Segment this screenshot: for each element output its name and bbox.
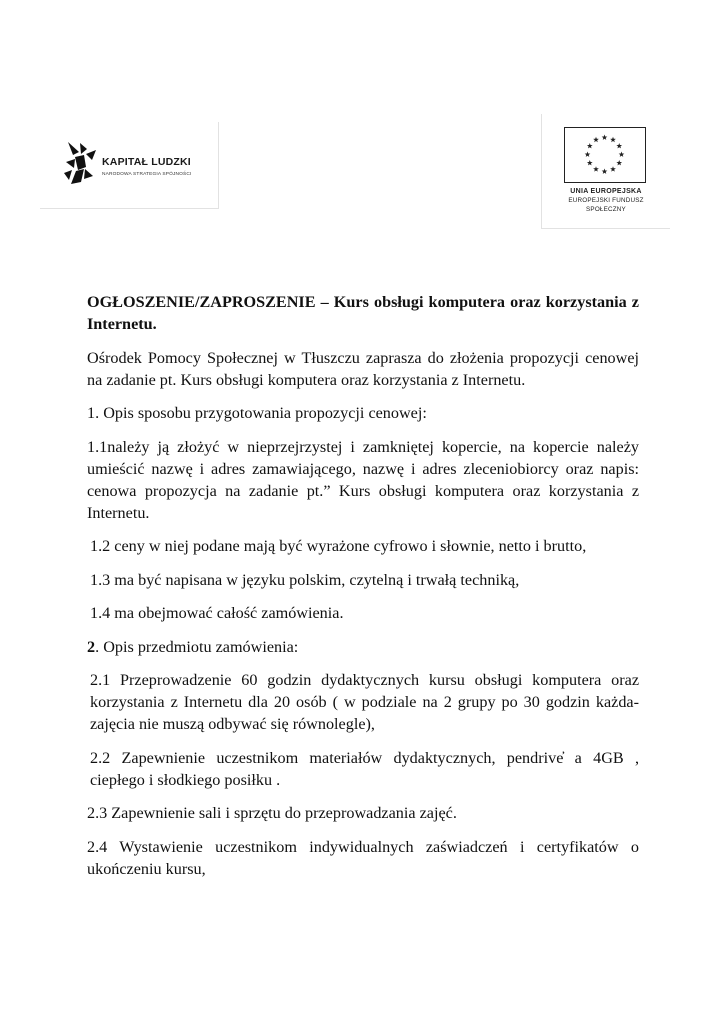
- eu-star-icon: [593, 137, 599, 142]
- kapital-ludzki-subtitle: NARODOWA STRATEGIA SPÓJNOŚCI: [102, 172, 192, 177]
- item-2-3: 2.3 Zapewnienie sali i sprzętu do przeprowadzania zajęć.: [87, 804, 457, 822]
- eu-star-icon: [593, 166, 599, 171]
- eu-star-icon: [619, 152, 625, 157]
- eu-star-icon: [616, 160, 622, 165]
- kapital-ludzki-emblem-icon: [62, 140, 100, 186]
- item-2-4: 2.4 Wystawienie uczestnikom indywidualnych zaświadczeń i certyfikatów o ukończeniu kursu,: [87, 837, 639, 878]
- kapital-ludzki-name: KAPITAŁ LUDZKI: [102, 156, 191, 168]
- section-1-heading: 1. Opis sposobu przygotowania propozycji cenowej:: [87, 404, 427, 422]
- section-2-number: 2: [87, 637, 96, 656]
- document-title: OGŁOSZENIE/ZAPROSZENIE – Kurs obsługi komputera oraz korzystania z Internetu.: [87, 293, 639, 333]
- eu-logo-text: [542, 187, 670, 214]
- item-2-1: 2.1 Przeprowadzenie 60 godzin dydaktycznych kursu obsługi komputera oraz korzystania z Internetu dla 20 osób ( w podziale na 2 grupy po 30 godzin każda- zajęcia nie muszą odbywać się równolegle),: [90, 671, 639, 733]
- eu-logo: [541, 114, 670, 229]
- eu-star-icon: [616, 143, 622, 148]
- eu-star-icon: [587, 160, 593, 165]
- eu-star-icon: [585, 152, 591, 157]
- eu-star-icon: [602, 135, 608, 140]
- eu-logo-line1: UNIA EUROPEJSKA: [570, 188, 642, 195]
- document-body: [87, 291, 639, 891]
- eu-flag-icon: [564, 127, 646, 183]
- section-2-heading: [87, 636, 639, 658]
- eu-logo-line2: EUROPEJSKI FUNDUSZ: [568, 197, 644, 204]
- item-1-2: 1.2 ceny w niej podane mają być wyrażone cyfrowo i słownie, netto i brutto,: [90, 537, 587, 555]
- kapital-ludzki-logo: [40, 122, 219, 209]
- item-2-2: 2.2 Zapewnienie uczestnikom materiałów dydaktycznych, pendrive̓ a 4GB , ciepłego i słodkiego posiłku .: [90, 748, 639, 789]
- item-1-3: 1.3 ma być napisana w języku polskim, czytelną i trwałą techniką,: [90, 570, 520, 589]
- intro-paragraph: Ośrodek Pomocy Społecznej w Tłuszczu zaprasza do złożenia propozycji cenowej na zadanie pt. Kurs obsługi komputera oraz korzystania z Internetu.: [87, 348, 639, 389]
- eu-star-icon: [610, 166, 616, 171]
- eu-star-icon: [587, 143, 593, 148]
- section-2-heading-text: . Opis przedmiotu zamówienia:: [95, 637, 299, 656]
- item-1-1: 1.1należy ją złożyć w nieprzejrzystej i zamkniętej kopercie, na kopercie należy umieścić nazwę i adres zamawiającego, nazwę i adres zleceniobiorcy oraz napis: cenowa propozycja na zadanie pt.” Kurs obsługi komputera oraz korzystania z Internetu.: [87, 437, 639, 522]
- eu-star-icon: [610, 137, 616, 142]
- eu-star-icon: [602, 169, 608, 174]
- item-1-4: 1.4 ma obejmować całość zamówienia.: [90, 604, 344, 622]
- eu-logo-line3: SPOŁECZNY: [586, 206, 626, 213]
